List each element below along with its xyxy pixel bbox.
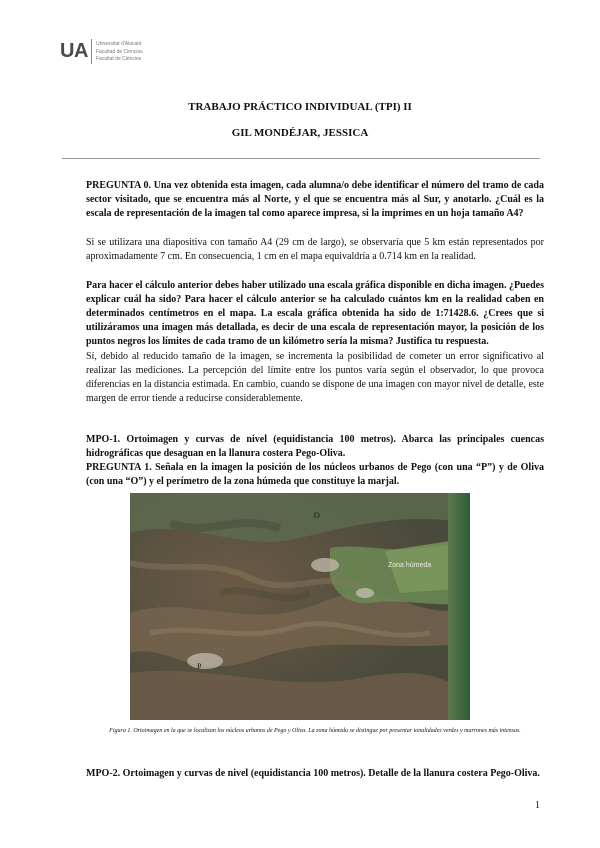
document-title: TRABAJO PRÁCTICO INDIVIDUAL (TPI) II: [188, 101, 412, 113]
logo-line-3: Facultat de Ciències: [96, 56, 142, 62]
logo-line-2: Facultad de Ciencias: [96, 49, 143, 55]
figure-caption: Figura 1. Ortoimagen en la que se localizan los núcleos urbanos de Pego y Oliva. La zona húmeda se distingue por presentar tonalidades verdes y marrones más intensas.: [109, 728, 521, 734]
author-name: GIL MONDÉJAR, JESSICA: [231, 127, 369, 139]
answer-0: Si se utilizara una diapositiva con tamaño A4 (29 cm de largo), se observaría que 5 km están representados por aproximadamente 7 cm. En consecuencia, 1 cm en el mapa equivaldría a 0.714 km en la realidad.: [86, 237, 544, 262]
page-number: 1: [535, 800, 540, 811]
orthoimage: [130, 493, 470, 720]
question-0: PREGUNTA 0. Una vez obtenida esta imagen, cada alumna/o debe identificar el número del tramo de cada sector visitado, que se encuentra más al Norte, y el que se encuentra más al Sur, y anotarlo. ¿Cuál es la escala de representación de la imagen tal como aparece impresa, si la imprimes en un hoja tamaño A4?: [86, 180, 544, 219]
label-o: O: [314, 511, 320, 520]
logo-line-1: Universitat d'Alacant: [96, 41, 142, 47]
answer-0b: Sí, debido al reducido tamaño de la imagen, se incrementa la posibilidad de cometer un error significativo al realizar las mediciones. La percepción del límite entre los puntos varía según el observador, lo que provoca diferencias en la distancia estimada. En cambio, cuando se dispone de una imagen con mayor nivel de detalle, este margen de error tiende a reducirse considerablemente.: [86, 351, 544, 404]
header-divider: [62, 158, 540, 159]
orthoimage-figure: [130, 493, 470, 720]
mpo2-heading: MPO-2. Ortoimagen y curvas de nivel (equidistancia 100 metros). Detalle de la llanura costera Pego-Oliva.: [86, 768, 540, 779]
logo-divider: [91, 39, 92, 64]
question-1: PREGUNTA 1. Señala en la imagen la posición de los núcleos urbanos de Pego (con una “P”) y de Oliva (con una “O”) y el perímetro de la zona húmeda que constituye la marjal.: [86, 462, 544, 487]
mpo1-heading: MPO-1. Ortoimagen y curvas de nivel (equidistancia 100 metros). Abarca las principales cuencas hidrográficas que desaguan en la llanura costera Pego-Oliva.: [86, 434, 544, 459]
logo-mark: UA: [60, 40, 88, 62]
university-logo: [58, 37, 158, 67]
label-p: P: [197, 662, 202, 671]
question-0b: Para hacer el cálculo anterior debes haber utilizado una escala gráfica disponible en dicha imagen. ¿Puedes explicar cuál ha sido? Para hacer el cálculo anterior se ha calculado cuántos km en la realidad caben en determinados centímetros en el mapa. La escala gráfica obtenida ha sido de 1:71428.6. ¿Crees que si utilizáramos una imagen más detallada, es decir de una escala de representación mayor, la posición de los puntos negros los límites de cada tramo de un kilómetro sería la misma? Justifica tu respuesta.: [86, 280, 544, 347]
label-zona-humeda: Zona húmeda: [388, 562, 432, 569]
